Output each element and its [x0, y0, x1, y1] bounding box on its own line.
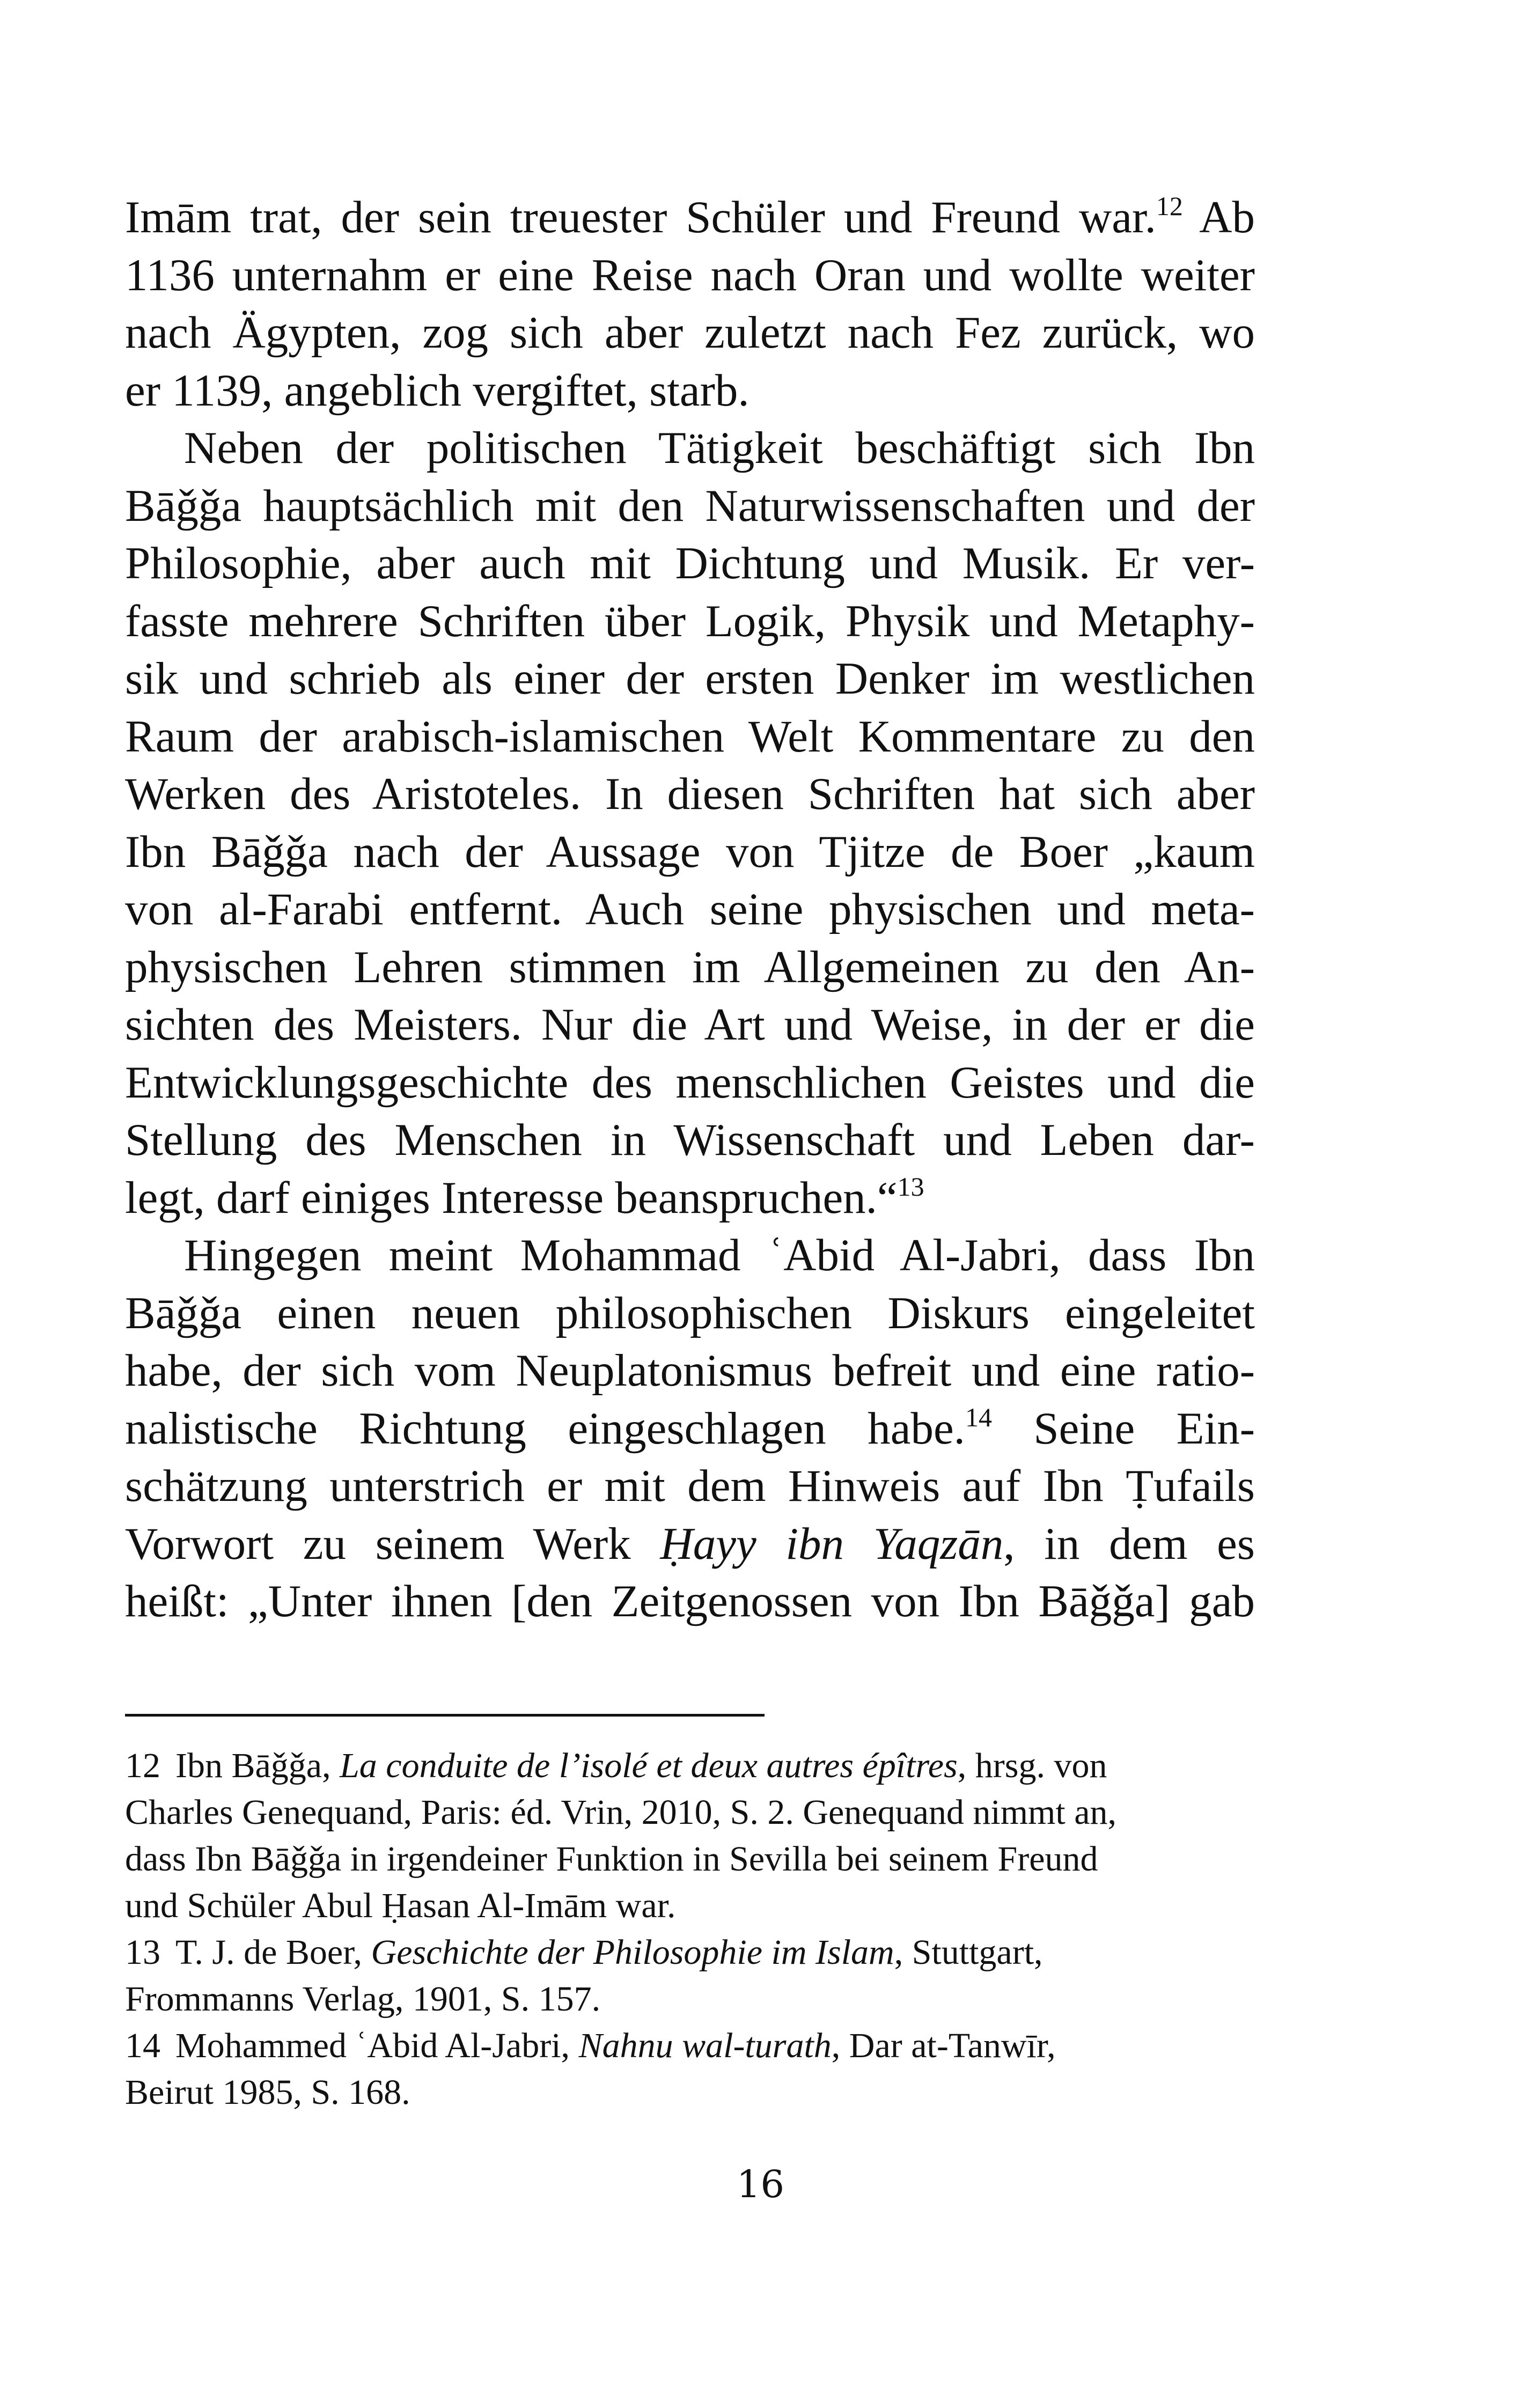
- line-text: physischen Lehren stimmen im Allgemeinen zu den An-: [125, 941, 1255, 992]
- text-line: [125, 996, 1255, 1054]
- text-line: [125, 1515, 1255, 1573]
- italic-title: Nahnu wal-turath: [578, 2026, 832, 2065]
- line-text: Hingegen meint Mohammad ʿAbid Al-Jabri, dass Ibn: [184, 1230, 1255, 1280]
- text-line: [125, 1111, 1255, 1169]
- line-text: sichten des Meisters. Nur die Art und Weise, in der er die: [125, 999, 1255, 1050]
- footnote-number: 13: [125, 1933, 160, 1972]
- line-text: fasste mehrere Schriften über Logik, Physik und Metaphy-: [125, 595, 1255, 646]
- text-line: [125, 1573, 1255, 1631]
- text-line: [125, 1169, 1255, 1227]
- line-text: Vorwort zu seinem Werk: [125, 1518, 660, 1569]
- text-line: [125, 362, 1255, 420]
- footnote-text: Frommanns Verlag, 1901, S. 157.: [125, 1979, 601, 2019]
- line-text-continued: Seine Ein-: [991, 1403, 1255, 1454]
- text-line: [125, 247, 1255, 305]
- line-text: Neben der politischen Tätigkeit beschäftigt sich Ibn: [184, 423, 1255, 473]
- footnote-line: [125, 1742, 1255, 1789]
- paragraph: [125, 1227, 1255, 1631]
- text-line: [125, 1227, 1255, 1285]
- footnote: [125, 2022, 1255, 2116]
- text-line: [125, 1457, 1255, 1515]
- footnote: [125, 1742, 1255, 1929]
- text-line: [125, 593, 1255, 651]
- line-text: Raum der arabisch-islamischen Welt Kommentare zu den: [125, 711, 1255, 762]
- line-text: er 1139, angeblich vergiftet, starb.: [125, 365, 750, 416]
- page-number: 16: [736, 2162, 785, 2206]
- footnote-line: [125, 1976, 1255, 2022]
- footnote-number: 14: [125, 2026, 160, 2065]
- footnote-line: [125, 1929, 1255, 1976]
- text-line: [125, 1285, 1255, 1343]
- line-text: sik und schrieb als einer der ersten Denker im westlichen: [125, 653, 1255, 704]
- paragraph: [125, 419, 1255, 1227]
- line-text: Imām trat, der sein treuester Schüler und Freund war.: [125, 192, 1156, 242]
- line-text: Stellung des Menschen in Wissenschaft und Leben dar-: [125, 1115, 1255, 1165]
- body-text: [125, 189, 1255, 1631]
- line-text: nalistische Richtung eingeschlagen habe.: [125, 1403, 965, 1454]
- text-line: [125, 1342, 1255, 1400]
- line-text: Werken des Aristoteles. In diesen Schriften hat sich aber: [125, 769, 1255, 819]
- footnote-text: Beirut 1985, S. 168.: [125, 2073, 410, 2112]
- text-line: [125, 765, 1255, 823]
- text-line: [125, 650, 1255, 708]
- line-text: Bāǧǧa hauptsächlich mit den Naturwissenschaften und der: [125, 480, 1255, 531]
- footnote-number: 12: [125, 1746, 160, 1785]
- footnote-line: [125, 1882, 1255, 1929]
- text-line: [125, 419, 1255, 477]
- line-text: Bāǧǧa einen neuen philosophischen Diskurs eingeleitet: [125, 1287, 1255, 1338]
- line-text: Ibn Bāǧǧa nach der Aussage von Tjitze de Boer „kaum: [125, 826, 1255, 877]
- footnote-text: und Schüler Abul Ḥasan Al-Imām war.: [125, 1886, 676, 1925]
- italic-title: La conduite de l’isolé et deux autres épîtres: [340, 1746, 958, 1785]
- line-text-continued: Ab: [1182, 192, 1255, 242]
- line-text: schätzung unterstrich er mit dem Hinweis auf Ibn Ṭufails: [125, 1461, 1255, 1511]
- text-line: [125, 1400, 1255, 1458]
- footnote: [125, 1929, 1255, 2022]
- footnotes: [125, 1742, 1255, 2116]
- text-line: [125, 477, 1255, 535]
- italic-title: Ḥayy ibn Yaqzān: [660, 1518, 1004, 1569]
- line-text: heißt: „Unter ihnen [den Zeitgenossen von Ibn Bāǧǧa] gab: [125, 1576, 1255, 1626]
- italic-title: Geschichte der Philosophie im Islam: [371, 1933, 894, 1972]
- text-line: [125, 881, 1255, 939]
- text-line: [125, 708, 1255, 766]
- footnote-text-continued: , Dar at-Tanwīr,: [831, 2026, 1056, 2065]
- footnote-reference[interactable]: 13: [897, 1171, 924, 1202]
- line-text: Philosophie, aber auch mit Dichtung und Musik. Er ver-: [125, 538, 1255, 588]
- line-text: von al-Farabi entfernt. Auch seine physischen und meta-: [125, 884, 1255, 934]
- line-text: Entwicklungsgeschichte des menschlichen Geistes und die: [125, 1057, 1255, 1108]
- footnote-text: Mohammed ʿAbid Al-Jabri,: [175, 2026, 579, 2065]
- text-line: [125, 939, 1255, 997]
- text-line: [125, 823, 1255, 881]
- line-text: habe, der sich vom Neuplatonismus befreit und eine ratio-: [125, 1345, 1255, 1396]
- footnote-text-continued: , Stuttgart,: [894, 1933, 1043, 1972]
- paragraph: [125, 189, 1255, 419]
- footnote-text-continued: , hrsg. von: [957, 1746, 1107, 1785]
- footnote-text: Charles Genequand, Paris: éd. Vrin, 2010, S. 2. Genequand nimmt an,: [125, 1793, 1116, 1832]
- text-line: [125, 1054, 1255, 1112]
- footnote-line: [125, 2022, 1255, 2069]
- footnote-reference[interactable]: 12: [1156, 191, 1183, 221]
- text-line: [125, 535, 1255, 593]
- footnote-text: dass Ibn Bāǧǧa in irgendeiner Funktion in Sevilla bei seinem Freund: [125, 1839, 1098, 1879]
- line-text: legt, darf einiges Interesse beanspruchen.“: [125, 1172, 898, 1223]
- line-text: nach Ägypten, zog sich aber zuletzt nach Fez zurück, wo: [125, 307, 1255, 358]
- line-text: 1136 unternahm er eine Reise nach Oran und wollte weiter: [125, 249, 1255, 300]
- footnote-text: Ibn Bāǧǧa,: [175, 1746, 340, 1785]
- footnote-separator: [125, 1714, 765, 1717]
- footnote-reference[interactable]: 14: [965, 1402, 992, 1432]
- text-line: [125, 189, 1255, 247]
- footnote-text: T. J. de Boer,: [175, 1933, 371, 1972]
- footnote-line: [125, 1836, 1255, 1882]
- line-text-continued: , in dem es: [1003, 1518, 1255, 1569]
- footnote-line: [125, 1789, 1255, 1836]
- text-line: [125, 304, 1255, 362]
- footnote-line: [125, 2069, 1255, 2116]
